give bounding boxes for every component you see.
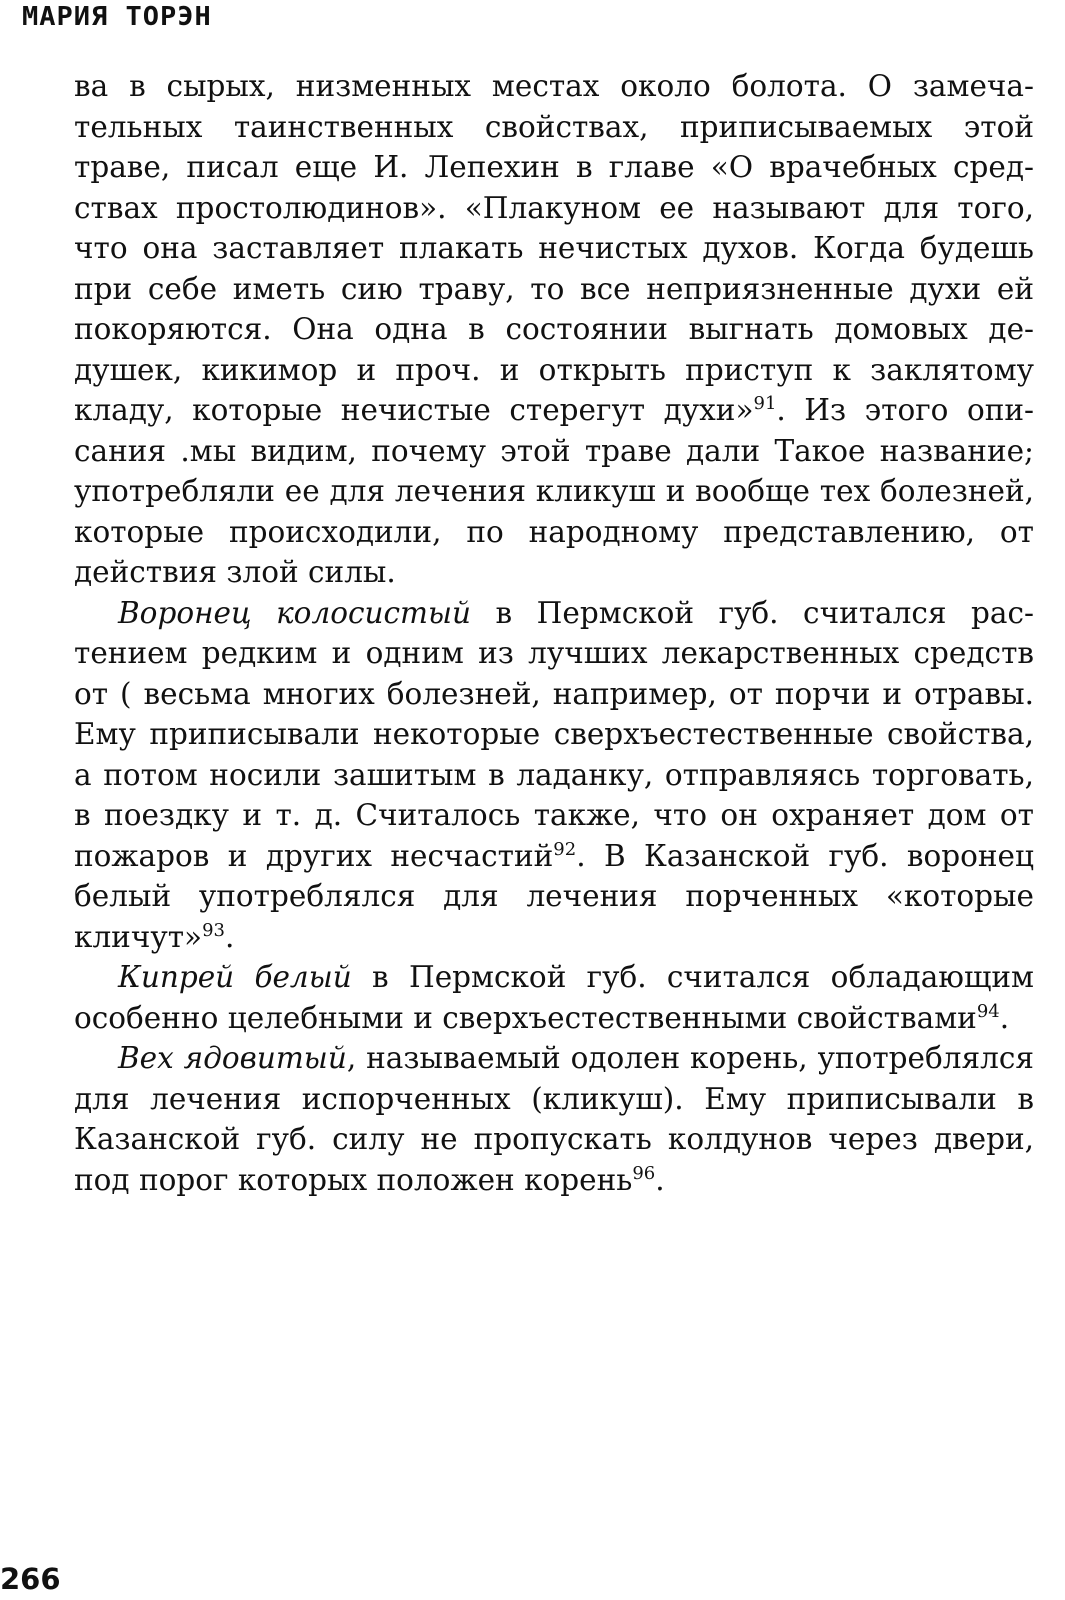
paragraph-tail: .: [224, 919, 235, 954]
footnote-ref: 93: [202, 919, 225, 941]
plant-name: Воронец колосистый: [118, 595, 472, 630]
paragraph-text: в Пермской губ. считался обладающим особенно целебными и сверхъестественными свойствами: [74, 960, 1034, 1035]
footnote-ref: 91: [753, 393, 777, 415]
paragraph-4: [74, 1038, 1034, 1200]
paragraph-text: ва в сырых, низменных местах около болота. О замечательных таинственных свойствах, приписываемых этой траве, писал еще И. Лепехин в главе «О врачебных средствах простолюдинов». «Плакуном ее называют для того, что она заставляет плакать нечистых духов. Когда будешь при себе иметь сию траву, то все неприязненные духи ей покоряются. Она одна в состоянии выгнать домовых дедушек, кикимор и проч. и открыть приступ к заклятому кладу, которые нечистые стерегут духи»: [74, 69, 1034, 427]
page-number: 266: [0, 1562, 61, 1596]
body-text: [74, 66, 1034, 1200]
paragraph-tail: . В Казанской губ. воронец белый употреблялся для лечения порченных «которые кличут»: [74, 838, 1034, 954]
paragraph-3: [74, 957, 1034, 1038]
footnote-ref: 92: [553, 838, 577, 860]
paragraph-2: [74, 593, 1034, 958]
paragraph-text: в Пермской губ. считался растением редким и одним из лучших лекарственных средств от ( весьма многих болезней, например, от порчи и отравы. Ему приписывали некоторые сверхъестественные свойства, а потом носили зашитым в ладанку, отправляясь торговать, в поездку и т. д. Считалось также, что он охраняет дом от пожаров и других несчастий: [74, 595, 1034, 873]
plant-name: Кипрей белый: [118, 960, 352, 994]
paragraph-1: [74, 66, 1034, 593]
paragraph-tail: .: [999, 1000, 1010, 1035]
running-head: МАРИЯ ТОРЭН: [22, 2, 212, 32]
footnote-ref: 96: [632, 1162, 656, 1184]
paragraph-text: , называемый одолен корень, употреблялся для лечения испорченных (кликуш). Ему приписывали в Казанской губ. силу не пропускать колдунов через двери, под порог которых положен корень: [74, 1041, 1034, 1197]
paragraph-tail: . Из этого описания .мы видим, почему этой траве дали Такое название; употребляли ее для лечения кликуш и вообще тех болезней, которые происходили, по народному представлению, от действия злой силы.: [74, 393, 1034, 589]
paragraph-tail: .: [655, 1162, 665, 1197]
plant-name: Вех ядовитый: [118, 1041, 347, 1075]
footnote-ref: 94: [976, 1000, 1000, 1022]
